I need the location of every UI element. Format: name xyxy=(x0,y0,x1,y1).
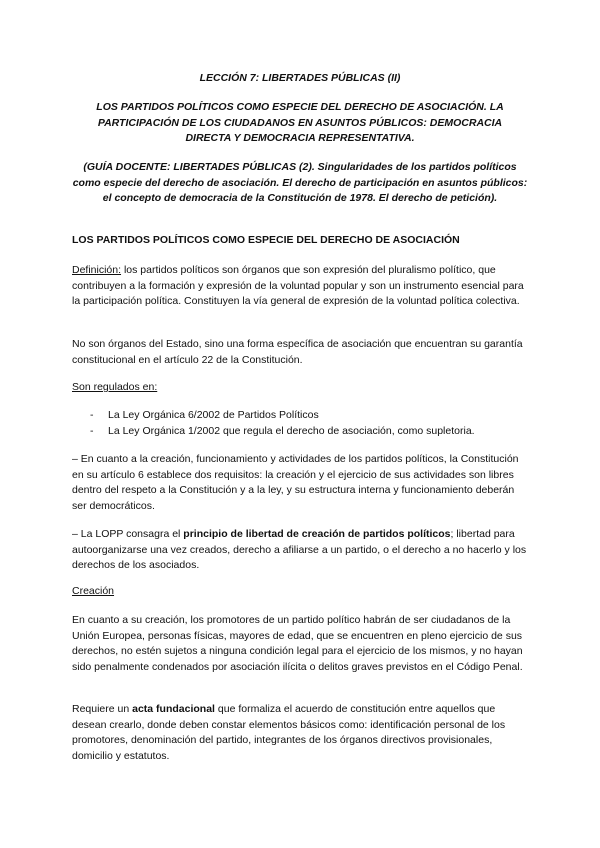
acta-fundacional: acta fundacional xyxy=(132,703,215,715)
main-title: LOS PARTIDOS POLÍTICOS COMO ESPECIE DEL DERECHO DE ASOCIACIÓN. LA PARTICIPACIÓN DE LOS CIUDADANOS EN ASUNTOS PÚBLICOS: DEMOCRACIA DIRECTA Y DEMOCRACIA REPRESENTATIVA. xyxy=(96,101,504,144)
not-state-organs-paragraph: No son órganos del Estado, sino una forma específica de asociación que encuentran su garantía constitucional en el artículo 22 de la Constitución. xyxy=(72,338,523,366)
definition-label: Definición: xyxy=(72,264,122,276)
acta-text-after: que formaliza el acuerdo de constitución entre aquellos que desean crearlo, donde deben constar elementos básicos como: identificación personal de los promotores, denominación del partido, integrantes de los órganos directivos provisionales, domicilio y estatutos. xyxy=(72,703,506,762)
acta-text-before: Requiere un xyxy=(72,703,133,715)
lesson-title: LECCIÓN 7: LIBERTADES PÚBLICAS (II) xyxy=(199,72,401,84)
guide-text: (GUÍA DOCENTE: LIBERTADES PÚBLICAS (2). Singularidades de los partidos políticos como especie del derecho de asociación. El derecho de participación en asuntos públicos: el concepto de democracia de la Constitución de 1978. El derecho de petición). xyxy=(72,161,528,204)
definition-text: los partidos políticos son órganos que son expresión del pluralismo político, que contribuyen a la formación y expresión de la voluntad popular y son un instrumento esencial para la participación política. Constituyen la vía general de expresión de la voluntad política colectiva. xyxy=(72,264,524,307)
creation-heading xyxy=(72,584,530,600)
creation-activities-paragraph: – En cuanto a la creación, funcionamiento y actividades de los partidos políticos, la Constitución en su artículo 6 establece dos requisitos: la creación y el ejercicio de sus actividades son libres dentro del respeto a la Constitución y a la ley, y su estructura interna y funcionamiento deberán ser democráticos. xyxy=(72,453,519,512)
lopp-text-after: ; libertad para autoorganizarse una vez creados, derecho a afiliarse a un partido, o el derecho a no hacerlo y los derechos de los asociados. xyxy=(72,528,527,571)
definition-paragraph xyxy=(72,263,530,310)
creation-label: Creación xyxy=(72,585,115,597)
lopp-principle: principio de libertad de creación de partidos políticos xyxy=(183,528,451,540)
regulation-list xyxy=(90,408,530,439)
list-item: - La Ley Orgánica 6/2002 de Partidos Políticos xyxy=(90,408,530,424)
section-heading: LOS PARTIDOS POLÍTICOS COMO ESPECIE DEL DERECHO DE ASOCIACIÓN xyxy=(72,234,460,246)
regulated-label: Son regulados en: xyxy=(72,381,158,393)
regulated-heading xyxy=(72,380,530,396)
acta-paragraph xyxy=(72,702,530,764)
lopp-paragraph xyxy=(72,527,530,574)
list-item: - La Ley Orgánica 1/2002 que regula el derecho de asociación, como supletoria. xyxy=(90,424,530,440)
promoters-paragraph: En cuanto a su creación, los promotores de un partido político habrán de ser ciudadanos de la Unión Europea, personas físicas, mayores de edad, que se encuentren en pleno ejercicio de sus derechos, no estén sujetos a ninguna condición legal para el ejercicio de los mismos, y no hayan sido penalmente condenados por asociación ilícita o delitos graves previstos en el Código Penal. xyxy=(72,614,523,673)
lopp-text-before: – La LOPP consagra el xyxy=(72,528,184,540)
